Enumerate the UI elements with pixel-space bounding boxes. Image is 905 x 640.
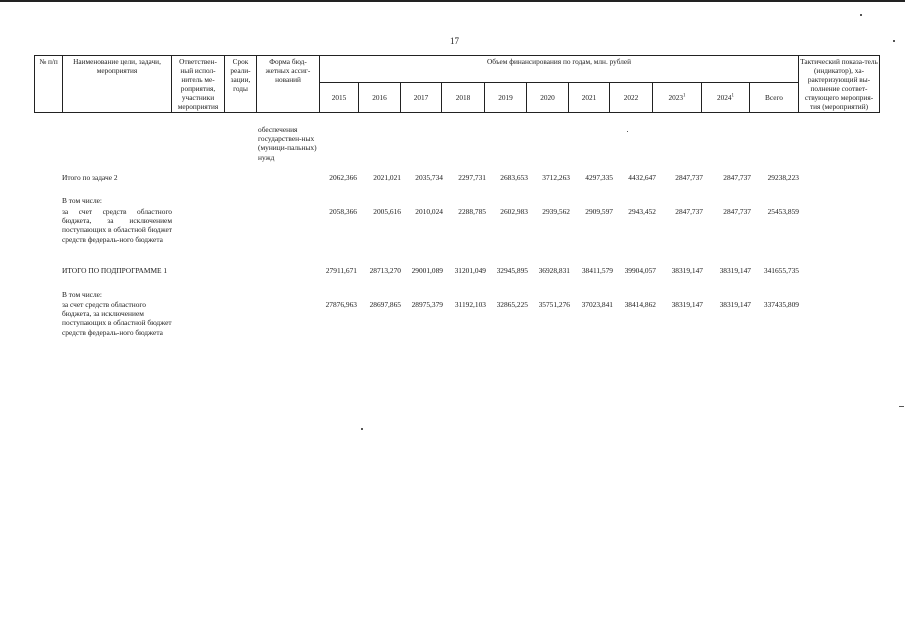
year-header: 2015 <box>320 82 359 112</box>
year-header: 2016 <box>359 82 401 112</box>
row-value: 2943,452 <box>628 207 656 216</box>
year-header: 2019 <box>485 82 527 112</box>
row-value: 2288,785 <box>458 207 486 216</box>
top-border-line <box>0 0 905 2</box>
row-value-total: 25453,859 <box>767 207 799 216</box>
year-header: 2023$^1$ <box>653 82 702 112</box>
scan-speck <box>893 40 895 42</box>
row-value: 38414,862 <box>624 300 656 309</box>
row-value: 2297,731 <box>458 173 486 182</box>
year-header: 2017 <box>401 82 442 112</box>
header-responsible: Ответствен-ный испол-нитель ме-роприятия, участники мероприятия <box>172 56 225 113</box>
row-value: 27911,671 <box>325 266 357 275</box>
row-label-subprogram-total: ИТОГО ПО ПОДПРОГРАММЕ 1 <box>62 266 168 275</box>
header-name: Наименование цели, задачи, мероприятия <box>63 56 172 113</box>
header-term: Срок реали-зации, годы <box>225 56 257 113</box>
row-value: 2847,737 <box>675 207 703 216</box>
row-value: 38319,147 <box>671 300 703 309</box>
row-value: 4297,335 <box>585 173 613 182</box>
row-value: 2062,366 <box>329 173 357 182</box>
row-value: 2847,737 <box>723 173 751 182</box>
row-value: 28697,865 <box>369 300 401 309</box>
row-value: 2021,021 <box>373 173 401 182</box>
row-value: 2939,562 <box>542 207 570 216</box>
row-value: 32945,895 <box>496 266 528 275</box>
row-value: 38411,579 <box>581 266 613 275</box>
scan-speck <box>627 131 628 132</box>
row-value: 2010,024 <box>415 207 443 216</box>
row-intro: В том числе: <box>62 290 102 299</box>
row-value-total: 29238,223 <box>767 173 799 182</box>
row-value: 4432,647 <box>628 173 656 182</box>
row-value: 2909,597 <box>585 207 613 216</box>
year-header: 2018 <box>442 82 485 112</box>
row-value: 38319,147 <box>719 266 751 275</box>
funding-table-header <box>34 55 880 113</box>
header-budget-form: Форма бюд-жетных ассиг-нований <box>257 56 320 113</box>
year-header: 2024$^1$ <box>702 82 750 112</box>
row-value: 36928,831 <box>538 266 570 275</box>
header-number: № п/п <box>35 56 63 113</box>
budget-form-continuation: обеспечения государствен-ных (муници-пальных) нужд <box>258 125 317 162</box>
row-value: 2847,737 <box>723 207 751 216</box>
row-value: 29001,089 <box>411 266 443 275</box>
row-intro: В том числе: <box>62 196 102 205</box>
row-value: 2035,734 <box>415 173 443 182</box>
row-value: 2602,983 <box>500 207 528 216</box>
row-value: 3712,263 <box>542 173 570 182</box>
row-value: 35751,276 <box>538 300 570 309</box>
row-value: 38319,147 <box>719 300 751 309</box>
year-header: 2020 <box>527 82 569 112</box>
row-value: 2058,366 <box>329 207 357 216</box>
row-value-total: 337435,809 <box>763 300 799 309</box>
row-value: 39904,057 <box>624 266 656 275</box>
row-value: 2683,653 <box>500 173 528 182</box>
row-label-task-total: Итого по задаче 2 <box>62 173 118 182</box>
row-value: 31192,103 <box>454 300 486 309</box>
row-value: 31201,049 <box>454 266 486 275</box>
row-value: 2847,737 <box>675 173 703 182</box>
row-value: 28975,379 <box>411 300 443 309</box>
row-value: 38319,147 <box>671 266 703 275</box>
header-indicator: Тактический показа-тель (индикатор), ха-рактеризующий вы-полнение соответ-ствующего мероприя-тия (мероприятий) <box>800 57 878 111</box>
row-value: 2005,616 <box>373 207 401 216</box>
year-header: 2022 <box>610 82 653 112</box>
row-value: 37023,841 <box>581 300 613 309</box>
row-label-regional-budget: за счет средств областного бюджета, за исключением поступающих в областной бюджет средств федераль-ного бюджета <box>62 207 172 244</box>
row-value: 32865,225 <box>496 300 528 309</box>
row-value: 28713,270 <box>369 266 401 275</box>
scan-speck <box>361 428 363 430</box>
row-label-regional-budget: за счет средств областного бюджета, за исключением поступающих в областной бюджет средств федераль-ного бюджета <box>62 300 172 337</box>
row-value: 27876,963 <box>325 300 357 309</box>
header-funding: Объем финансирования по годам, млн. рублей <box>320 56 799 83</box>
page-number: 17 <box>450 36 459 46</box>
scan-speck <box>899 406 904 407</box>
year-header-total: Всего <box>750 82 799 112</box>
scan-speck <box>860 14 862 16</box>
year-header: 2021 <box>569 82 610 112</box>
row-value-total: 341655,735 <box>763 266 799 275</box>
